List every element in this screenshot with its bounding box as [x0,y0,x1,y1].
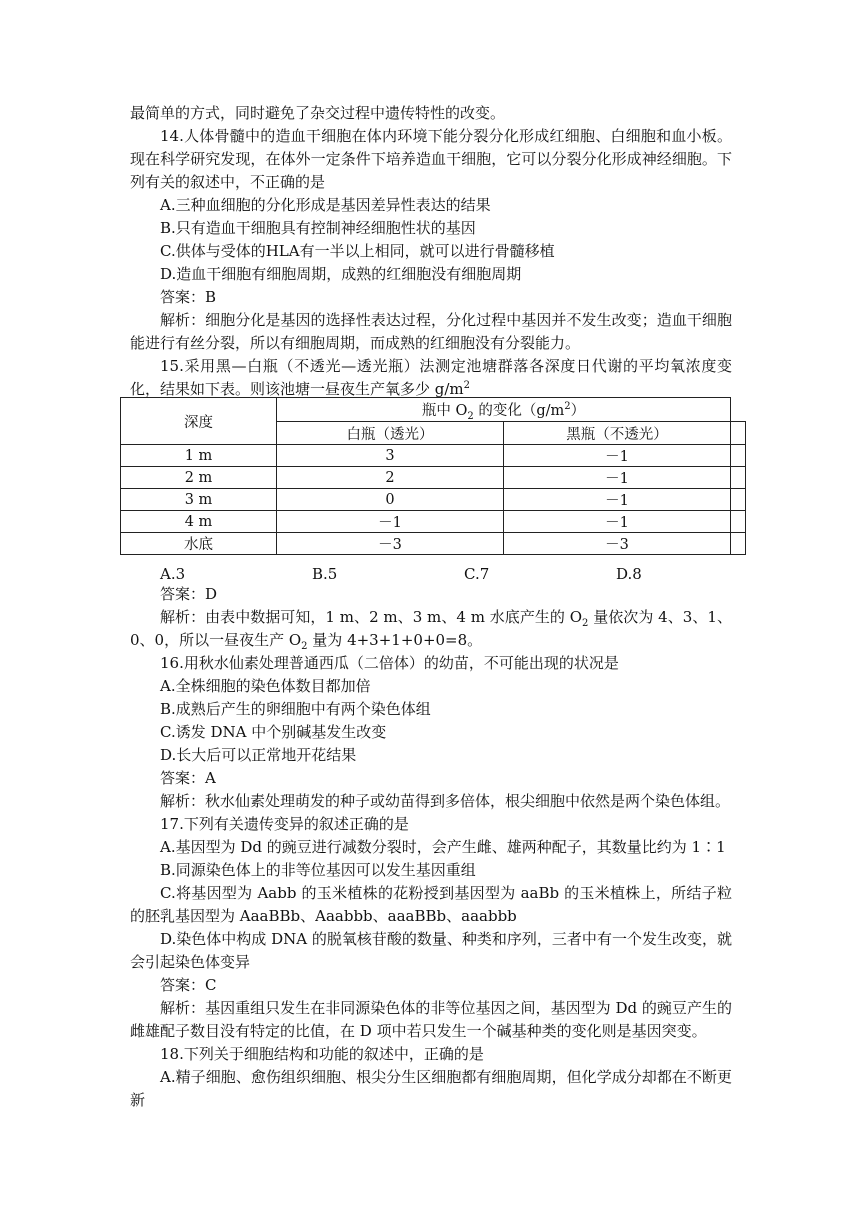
q14-analysis: 解析：细胞分化是基因的选择性表达过程，分化过程中基因并不发生改变；造血干细胞能进行有丝分裂，所以有细胞周期，而成熟的红细胞没有分裂能力。 [130,311,732,352]
intro-tail: 最简单的方式，同时避免了杂交过程中遗传特性的改变。 [130,104,506,122]
q15-answer: 答案：D [160,585,218,603]
table-row: 2 m 2 －1 [121,467,746,489]
q15-stem: 15.采用黑—白瓶（不透光—透光瓶）法测定池塘群落各深度日代谢的平均氧浓度变化，结果如下表。则该池塘一昼夜生产氧多少 $g/m^2$ [130,357,732,398]
table-row: 1 m 3 －1 [121,445,746,467]
q16-answer: 答案：A [160,769,216,787]
q14-option-b: B.只有造血干细胞具有控制神经细胞性状的基因 [160,219,476,237]
q14-option-a: A.三种血细胞的分化形成是基因差异性表达的结果 [160,196,491,214]
q16-option-a: A.全株细胞的染色体数目都加倍 [160,677,371,695]
q14-option-c: C.供体与受体的HLA有一半以上相同，就可以进行骨髓移植 [160,242,555,260]
q16-analysis: 解析：秋水仙素处理萌发的种子或幼苗得到多倍体，根尖细胞中依然是两个染色体组。 [160,792,731,810]
q16-option-d: D.长大后可以正常地开花结果 [160,746,357,764]
q15-analysis: 解析：由表中数据可知，1 m、2 m、3 m、4 m 水底产生的 $O_2$ 量依次为 4、3、1、0、0，所以一昼夜生产 $O_2$ 量为 4+3+1+0+0=8。 [130,608,732,652]
col-white-header: 白瓶（透光） [277,422,504,445]
q17-answer: 答案：C [160,976,217,994]
q18-option-a: A.精子细胞、愈伤组织细胞、根尖分生区细胞都有细胞周期，但化学成分却都在不断更新 [130,1068,732,1109]
table-row: 水底 －3 －3 [121,533,746,555]
q15-choice-d: D.8 [616,565,642,583]
q16-option-b: B.成熟后产生的卵细胞中有两个染色体组 [160,700,431,718]
table-row: 4 m －1 －1 [121,511,746,533]
q15-choice-b: B.5 [312,565,338,583]
q14-stem: 14.人体骨髓中的造血干细胞在体内环境下能分裂分化形成红细胞、白细胞和血小板。现在科学研究发现，在体外一定条件下培养造血干细胞，它可以分裂分化形成神经细胞。下列有关的叙述中，不正确的是 [130,127,732,191]
q17-option-c: C.将基因型为 Aabb 的玉米植株的花粉授到基因型为 aaBb 的玉米植株上，所结子粒的胚乳基因型为 AaaBBb、Aaabbb、aaaBBb、aaabbb [130,884,732,925]
group-header: 瓶中 $O_2$ 的变化$(g/m^2)$ [277,398,731,422]
oxygen-change-table [120,397,746,555]
depth-header: 深度 [121,398,277,445]
q17-stem: 17.下列有关遗传变异的叙述正确的是 [160,815,409,833]
col-black-header: 黑瓶（不透光） [504,422,731,445]
q17-option-a: A.基因型为 Dd 的豌豆进行减数分裂时，会产生雌、雄两种配子，其数量比约为 1∶1 [160,838,726,856]
q15-choice-a: A.3 [160,565,186,583]
q17-option-d: D.染色体中构成 DNA 的脱氧核苷酸的数量、种类和序列，三者中有一个发生改变，就会引起染色体变异 [130,930,732,971]
text-block-top [130,102,732,401]
text-block-bottom [130,583,732,1112]
q14-answer: 答案：B [160,288,217,306]
q16-stem: 16.用秋水仙素处理普通西瓜（二倍体）的幼苗，不可能出现的状况是 [160,654,619,672]
q17-option-b: B.同源染色体上的非等位基因可以发生基因重组 [160,861,476,879]
q17-analysis: 解析：基因重组只发生在非同源染色体的非等位基因之间，基因型为 Dd 的豌豆产生的雌雄配子数目没有特定的比值，在 D 项中若只发生一个碱基种类的变化则是基因突变。 [130,999,732,1040]
q16-option-c: C.诱发 DNA 中个别碱基发生改变 [160,723,387,741]
q18-stem: 18.下列关于细胞结构和功能的叙述中，正确的是 [160,1045,484,1063]
q15-choice-c: C.7 [464,565,490,583]
table-row: 3 m 0 －1 [121,489,746,511]
q14-option-d: D.造血干细胞有细胞周期，成熟的红细胞没有细胞周期 [160,265,522,283]
